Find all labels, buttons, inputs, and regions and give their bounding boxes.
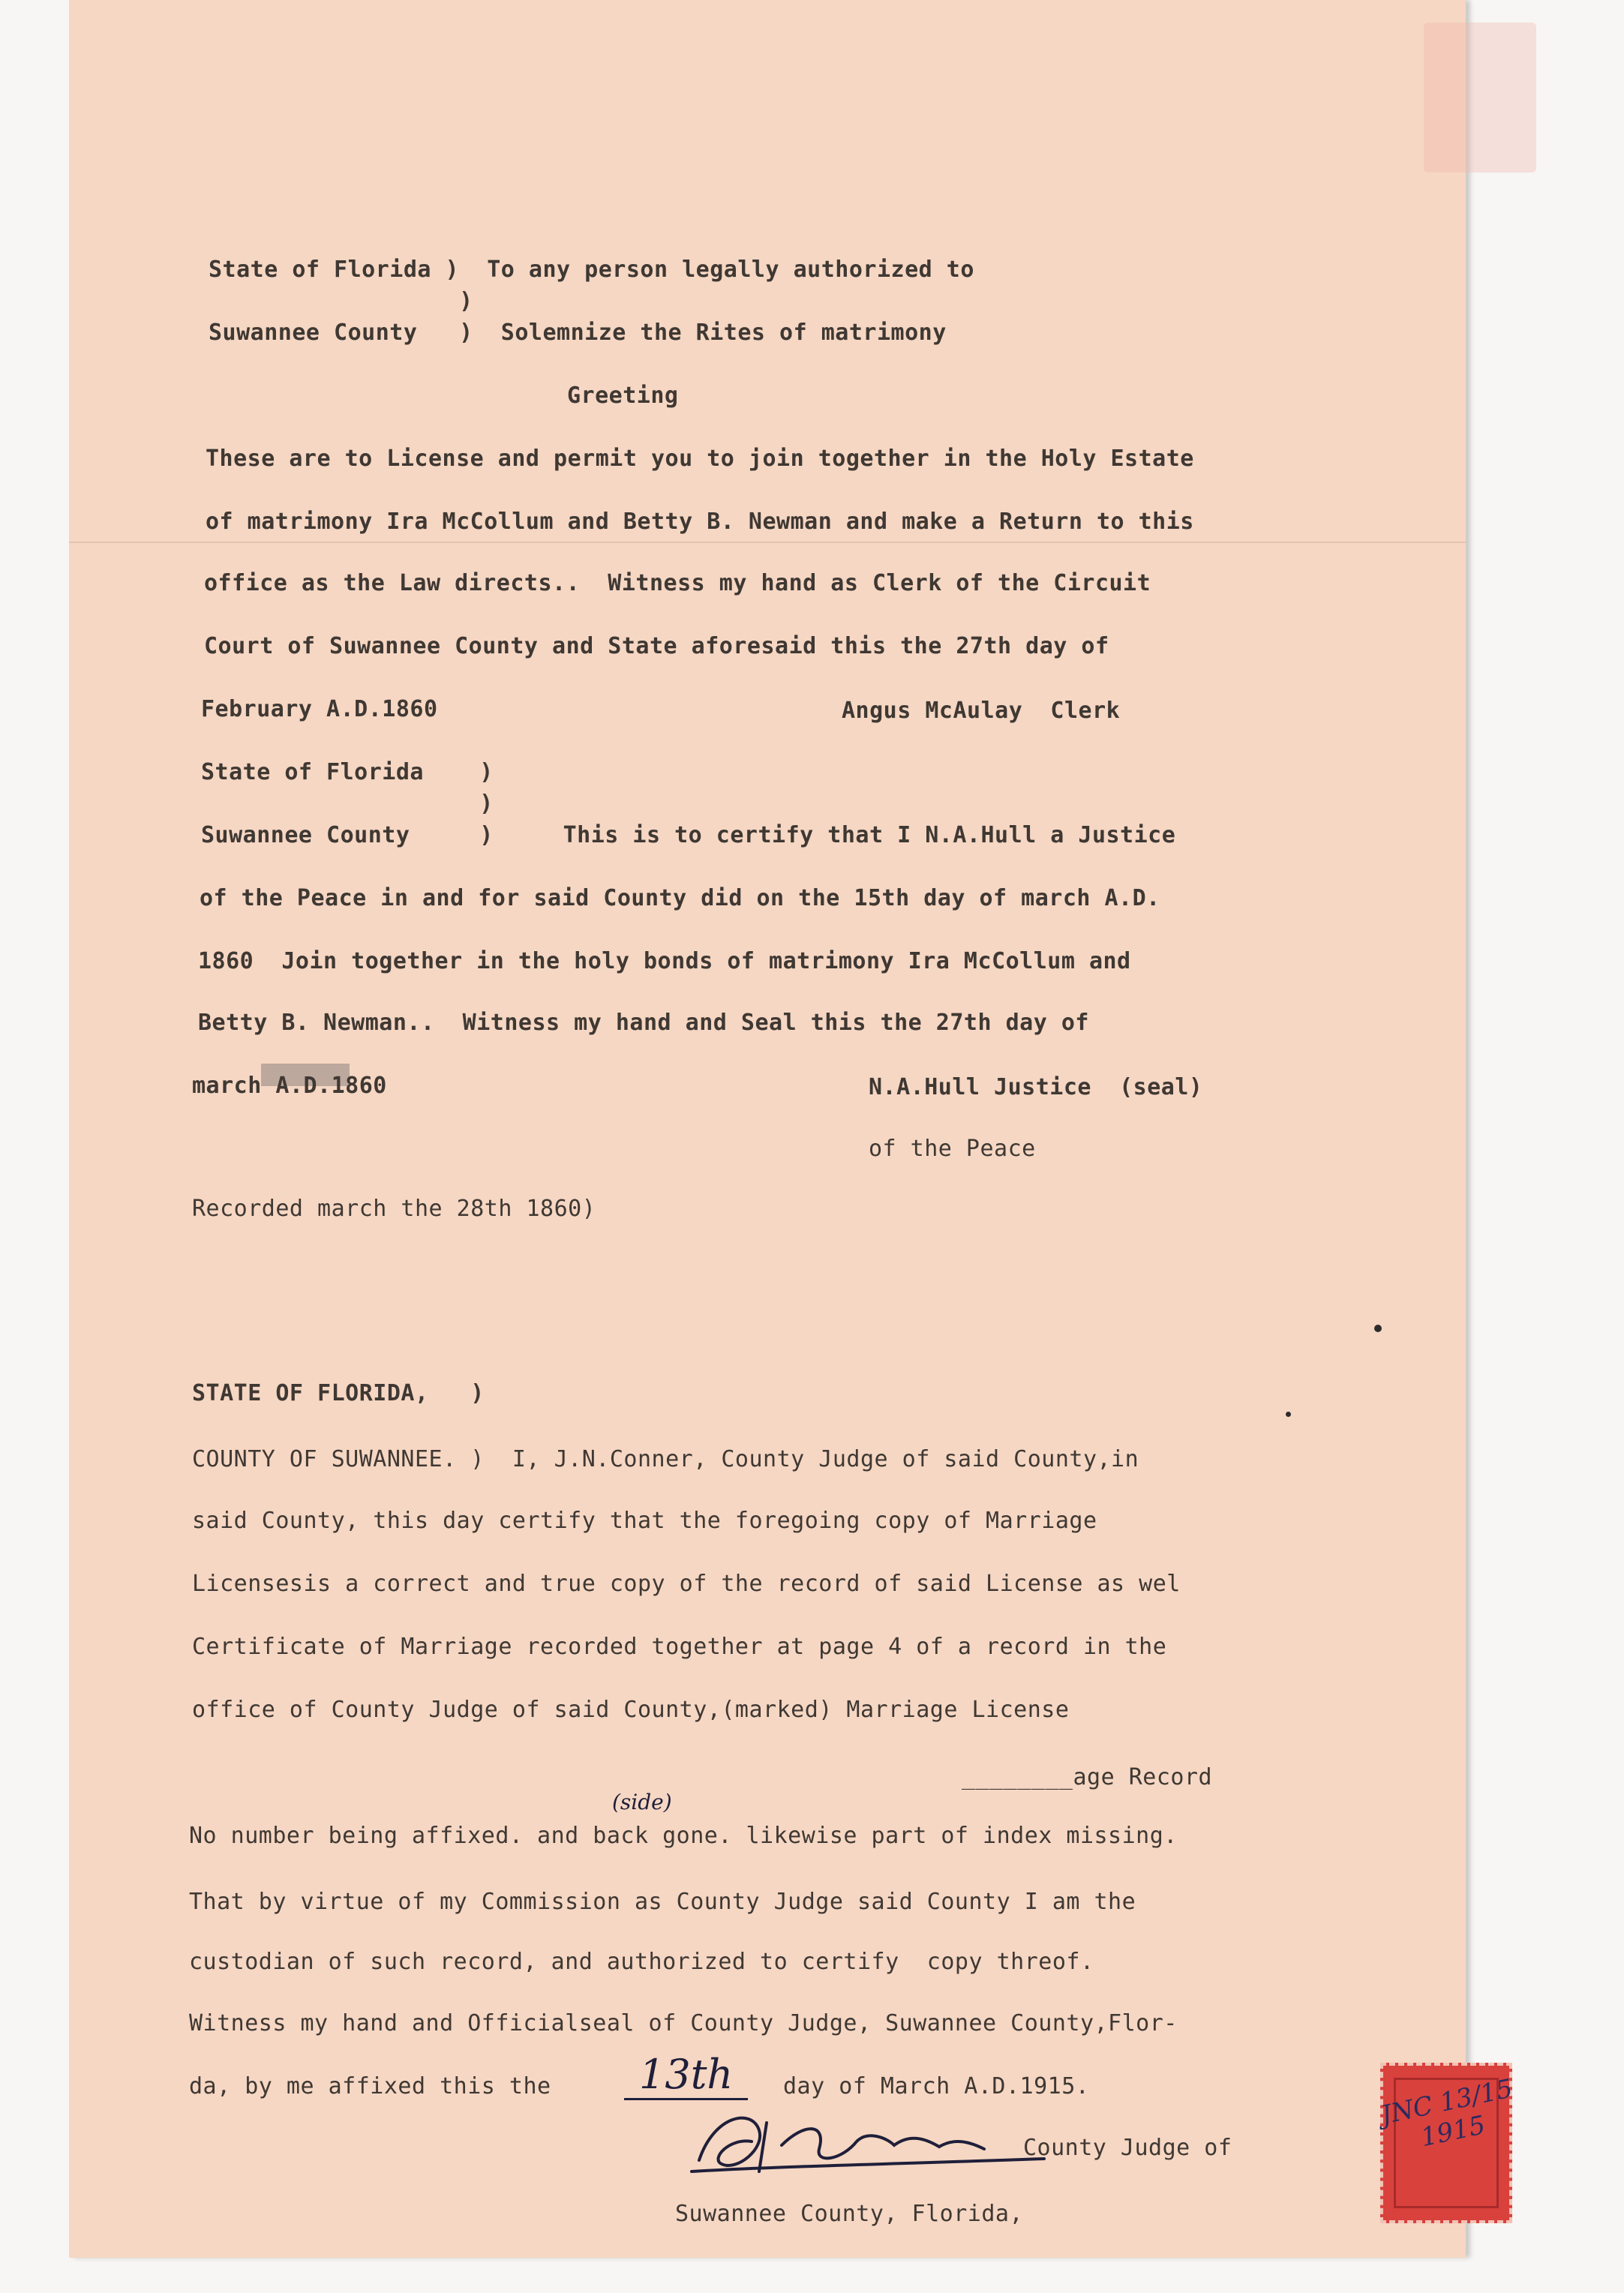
cert-body-3: Betty B. Newman.. Witness my hand and Seal this the 27th day of <box>198 1010 1089 1036</box>
judge-line-3: said County, this day certify that the foregoing copy of Marriage <box>192 1508 1097 1534</box>
judge-line-9: That by virtue of my Commission as County Judge said County I am the <box>189 1889 1136 1915</box>
judge-line-1: STATE OF FLORIDA, ) <box>192 1380 485 1406</box>
license-body-4: Court of Suwannee County and State aforesaid this the 27th day of <box>204 633 1109 659</box>
judge-line-5: Certificate of Marriage recorded together at page 4 of a record in the <box>192 1634 1167 1660</box>
clerk-signature: Angus McAulay Clerk <box>842 698 1121 724</box>
justice-signature: N.A.Hull Justice (seal) <box>869 1074 1203 1100</box>
ink-spot <box>1286 1412 1291 1417</box>
cert-body-1: of the Peace in and for said County did on the 15th day of march A.D. <box>200 885 1160 911</box>
judge-line-2: COUNTY OF SUWANNEE. ) I, J.N.Conner, County Judge of said County,in <box>192 1446 1139 1472</box>
judge-title-1: County Judge of <box>1023 2135 1232 2161</box>
judge-line-12a: da, by me affixed this the <box>189 2073 551 2099</box>
cert-line-2: ) <box>201 791 494 817</box>
license-body-1: These are to License and permit you to join together in the Holy Estate <box>206 446 1194 472</box>
license-line-2: ) <box>209 288 473 314</box>
handwritten-day: 13th <box>624 2051 748 2100</box>
judge-title-2: Suwannee County, Florida, <box>675 2201 1024 2227</box>
cert-body-2: 1860 Join together in the holy bonds of matrimony Ira McCollum and <box>198 948 1131 974</box>
document-page <box>69 0 1516 2258</box>
faded-stamp <box>1424 23 1536 173</box>
handwritten-insert: (side) <box>612 1790 672 1814</box>
judge-line-12b: day of March A.D.1915. <box>783 2073 1090 2099</box>
judge-line-10: custodian of such record, and authorized to certify copy threof. <box>189 1949 1094 1975</box>
judge-line-7: ________age Record <box>962 1764 1213 1790</box>
cert-date: march A.D.1860 <box>192 1073 387 1099</box>
license-line-3: Suwannee County ) Solemnize the Rites of matrimony <box>209 320 947 346</box>
recorded-note: Recorded march the 28th 1860) <box>192 1196 596 1222</box>
license-line-1: State of Florida ) To any person legally authorized to <box>209 257 974 283</box>
cert-line-1: State of Florida ) <box>201 759 494 785</box>
ink-spot <box>1374 1325 1382 1332</box>
license-body-2: of matrimony Ira McCollum and Betty B. Newman and make a Return to this <box>206 509 1194 535</box>
license-body-3: office as the Law directs.. Witness my hand as Clerk of the Circuit <box>204 570 1151 596</box>
justice-title: of the Peace <box>869 1136 1036 1162</box>
stamp-cancellation: JNC 13/15 1915 <box>1378 2073 1516 2153</box>
judge-line-11: Witness my hand and Officialseal of County Judge, Suwannee County,Flor- <box>189 2010 1178 2036</box>
judge-signature <box>669 2100 1059 2183</box>
judge-line-6: office of County Judge of said County,(marked) Marriage License <box>192 1697 1070 1723</box>
fold-line <box>69 542 1466 543</box>
greeting: Greeting <box>567 383 679 409</box>
judge-line-4: Licensesis a correct and true copy of the record of said License as wel <box>192 1571 1181 1597</box>
license-date: February A.D.1860 <box>201 696 438 722</box>
judge-line-8: No number being affixed. and back gone. likewise part of index missing. <box>189 1823 1178 1849</box>
cert-line-3: Suwannee County ) This is to certify that I N.A.Hull a Justice <box>201 822 1176 848</box>
revenue-stamp <box>1378 2063 1516 2223</box>
